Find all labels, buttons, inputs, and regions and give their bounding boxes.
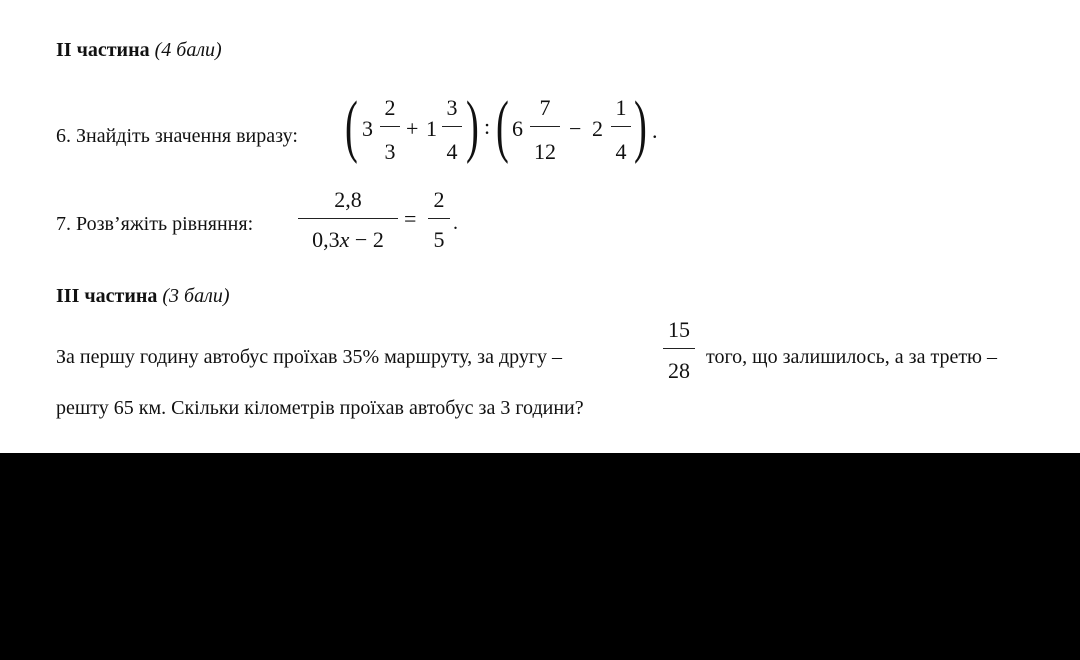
fraction-bar — [380, 126, 400, 127]
plus-sign: + — [406, 116, 419, 141]
fraction-bar — [530, 126, 560, 127]
fraction-bar — [298, 218, 398, 219]
term4-whole: 2 — [592, 116, 603, 141]
lhs-denominator — [298, 228, 398, 252]
term1-denominator: 3 — [384, 139, 396, 164]
part3-title: III частина — [56, 285, 158, 307]
term2-denominator: 4 — [446, 139, 458, 164]
fraction-bar — [663, 348, 695, 349]
period: . — [652, 118, 658, 143]
right-paren: ) — [466, 88, 479, 165]
part3-heading — [56, 284, 230, 308]
part2-title: II частина — [56, 39, 150, 61]
denominator-constant: − 2 — [349, 227, 384, 252]
rhs-denominator: 5 — [433, 227, 445, 252]
part3-points: (3 бали) — [162, 285, 230, 307]
period: . — [453, 212, 458, 234]
fraction-denominator: 28 — [668, 358, 690, 383]
fraction-bar — [442, 126, 462, 127]
equals-sign: = — [404, 206, 417, 231]
term1-whole: 3 — [362, 116, 373, 141]
term3-whole: 6 — [512, 116, 523, 141]
term2-numerator: 3 — [446, 95, 458, 120]
variable-x: x — [339, 227, 350, 252]
fraction-bar — [611, 126, 631, 127]
right-paren: ) — [634, 88, 647, 165]
rhs-numerator: 2 — [433, 187, 445, 212]
minus-sign: − — [569, 116, 582, 141]
part2-heading — [56, 38, 222, 62]
divide-sign: : — [484, 114, 491, 139]
term4-numerator: 1 — [615, 95, 627, 120]
left-paren: ( — [496, 88, 509, 165]
term1-numerator: 2 — [384, 95, 396, 120]
term3-denominator: 12 — [534, 139, 556, 164]
lhs-numerator: 2,8 — [334, 187, 362, 212]
black-lower-region — [0, 453, 1080, 660]
term3-numerator: 7 — [539, 95, 551, 120]
term4-denominator: 4 — [615, 139, 627, 164]
fraction-bar — [428, 218, 450, 219]
problem-line1-before: За першу годину автобус проїхав 35% маршруту, за другу – — [56, 346, 563, 368]
part2-points: (4 бали) — [154, 39, 222, 61]
left-paren: ( — [345, 88, 358, 165]
problem-line2: решту 65 км. Скільки кілометрів проїхав автобус за 3 години? — [56, 397, 584, 419]
fraction-numerator: 15 — [668, 317, 690, 342]
task7-label: 7. Розв’яжіть рівняння: — [56, 213, 254, 235]
denominator-coefficient: 0,3 — [312, 227, 340, 252]
task6-label: 6. Знайдіть значення виразу: — [56, 125, 298, 147]
problem-line1-after: того, що залишилось, а за третю – — [706, 346, 997, 368]
term2-whole: 1 — [426, 116, 437, 141]
